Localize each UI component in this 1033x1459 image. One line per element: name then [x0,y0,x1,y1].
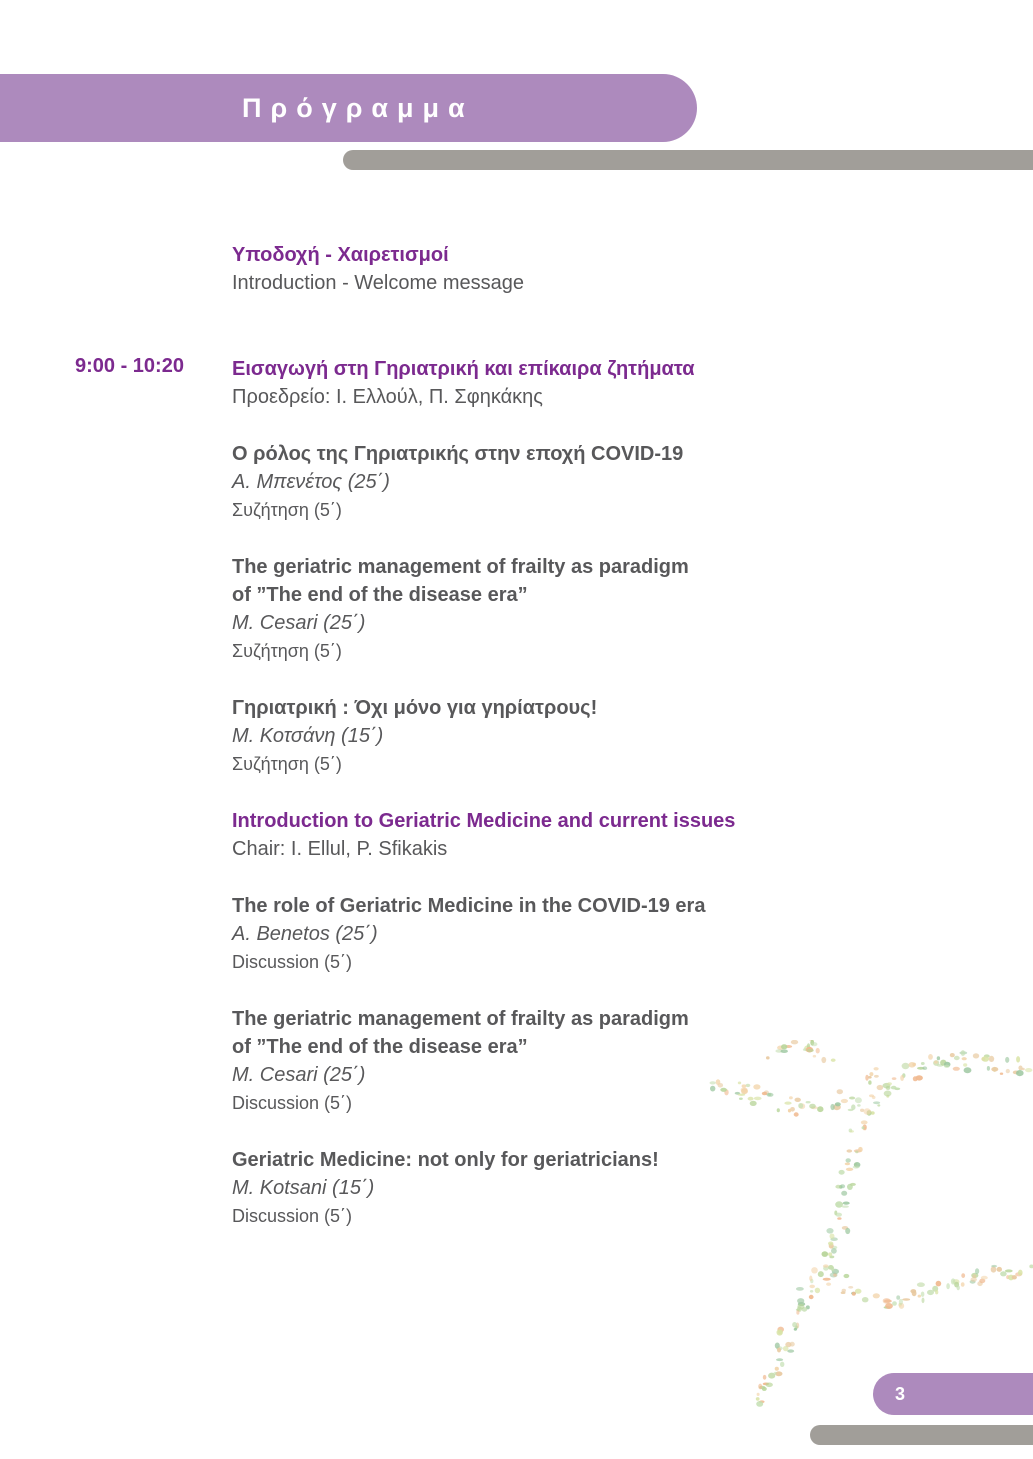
talk-discussion: Discussion (5΄) [232,952,353,972]
figure-leaf-dot [982,1056,989,1062]
figure-leaf-dot [756,1401,763,1407]
figure-leaf-dot [777,1108,780,1112]
figure-leaf-dot [815,1288,820,1294]
session-title-gr: Εισαγωγή στη Γηριατρική και επίκαιρα ζητήματα [232,358,695,380]
figure-leaf-dot [828,1242,833,1246]
figure-leaf-dot [811,1267,818,1273]
talk-speaker: M. Kotsani (15΄) [232,1177,375,1199]
talk-discussion: Discussion (5΄) [232,1093,353,1113]
figure-leaf-dot [961,1273,965,1278]
spacer [232,665,792,694]
figure-leaf-dot [762,1387,767,1391]
figure-leaf-dot [874,1067,879,1070]
footer-divider [810,1425,1033,1445]
header-band [0,74,697,142]
figure-leaf-dot [809,1295,814,1299]
figure-leaf-dot [835,1102,841,1106]
figure-leaf-dot [961,1282,965,1287]
figure-leaf-dot [792,1322,797,1327]
page-title: Πρόγραμμα [242,93,474,123]
figure-leaf-dot [831,1267,834,1271]
figure-leaf-dot [946,1283,950,1289]
figure-leaf-dot [858,1147,863,1152]
figure-leaf-dot [987,1066,990,1071]
figure-leaf-dot [852,1292,856,1296]
figure-leaf-dot [957,1285,960,1290]
figure-leaf-dot [839,1170,845,1175]
figure-leaf-dot [885,1303,893,1309]
talk-en-1 [232,892,792,976]
figure-leaf-dot [902,1063,910,1069]
figure-leaf-dot [750,1101,757,1106]
spacer [232,778,792,807]
figure-leaf-dot [853,1166,860,1169]
figure-leaf-dot [894,1088,900,1091]
figure-leaf-dot [850,1183,856,1186]
figure-leaf-dot [892,1077,897,1080]
figure-leaf-dot [818,1271,824,1277]
figure-leaf-dot [877,1104,880,1106]
figure-leaf-dot [763,1375,767,1380]
session-header-gr [232,355,792,411]
figure-leaf-dot [835,1213,842,1217]
figure-leaf-dot [973,1053,979,1058]
figure-leaf-dot [753,1084,760,1089]
figure-leaf-dot [991,1067,998,1072]
talk-speaker: Μ. Κοτσάνη (15΄) [232,725,384,747]
figure-leaf-dot [962,1057,967,1060]
figure-leaf-dot [917,1282,925,1287]
spacer [232,411,792,440]
talk-title: Ο ρόλος της Γηριατρικής στην εποχή COVID-19 [232,443,684,465]
figure-leaf-dot [864,1108,871,1114]
session-time: 9:00 - 10:20 [75,355,184,377]
figure-leaf-dot [766,1056,770,1059]
figure-leaf-dot [842,1289,846,1292]
figure-leaf-dot [845,1163,850,1166]
figure-leaf-dot [912,1063,916,1067]
figure-leaf-dot [810,1290,813,1293]
talk-discussion: Συζήτηση (5΄) [232,641,342,661]
figure-leaf-dot [953,1067,960,1071]
figure-leaf-dot [848,1286,853,1289]
figure-leaf-dot [874,1075,879,1078]
spacer [232,863,792,892]
figure-leaf-dot [777,1348,781,1353]
figure-leaf-dot [741,1087,748,1092]
figure-leaf-dot [776,1358,783,1361]
figure-leaf-dot [1029,1265,1033,1269]
figure-leaf-dot [883,1298,891,1304]
talk-speaker: M. Cesari (25΄) [232,1064,366,1086]
figure-leaf-dot [950,1053,955,1057]
figure-leaf-dot [784,1102,791,1105]
figure-leaf-dot [1000,1073,1003,1075]
figure-leaf-dot [791,1040,798,1044]
figure-leaf-dot [850,1130,854,1132]
figure-leaf-dot [964,1067,972,1073]
figure-leaf-dot [789,1096,793,1099]
talk-title: Γηριατρική : Όχι μόνο για γηρίατρους! [232,697,598,719]
figure-leaf-dot [777,1329,783,1335]
session-title-en: Introduction to Geriatric Medicine and current issues [232,810,736,832]
figure-leaf-dot [862,1126,865,1129]
figure-leaf-dot [855,1289,862,1294]
talk-gr-2 [232,553,792,665]
figure-leaf-dot [766,1383,773,1388]
figure-leaf-dot [842,1205,849,1207]
figure-leaf-dot [788,1109,791,1113]
figure-leaf-dot [775,1367,779,1371]
figure-leaf-dot [991,1265,997,1267]
figure-leaf-dot [1005,1057,1009,1063]
figure-leaf-dot [862,1297,869,1302]
figure-leaf-dot [877,1085,884,1090]
figure-leaf-dot [900,1075,904,1081]
figure-leaf-dot [975,1268,979,1274]
session-chair-gr: Προεδρείο: Ι. Ελλούλ, Π. Σφηκάκης [232,386,543,408]
figure-leaf-dot [795,1098,801,1102]
figure-leaf-dot [826,1228,833,1234]
figure-leaf-dot [922,1066,927,1070]
leaf-mosaic-figure-icon [700,1040,1033,1415]
figure-leaf-dot [817,1106,823,1112]
figure-leaf-dot [794,1328,797,1331]
figure-leaf-dot [830,1104,834,1110]
figure-leaf-dot [972,1274,976,1278]
figure-leaf-dot [855,1097,862,1103]
figure-leaf-dot [738,1094,746,1096]
page-number-tab [873,1373,1033,1415]
figure-leaf-dot [841,1099,848,1103]
figure-leaf-dot [787,1349,794,1352]
header-divider [343,150,1033,170]
figure-leaf-dot [843,1202,850,1205]
figure-leaf-dot [1006,1069,1010,1073]
figure-leaf-dot [716,1079,721,1085]
figure-leaf-dot [830,1234,835,1239]
figure-leaf-dot [869,1072,873,1076]
spacer [232,297,792,355]
talk-speaker: Α. Μπενέτος (25΄) [232,471,390,493]
figure-leaf-dot [809,1276,812,1282]
page-number: 3 [895,1384,906,1404]
figure-leaf-dot [951,1278,955,1284]
figure-leaf-dot [868,1080,871,1084]
figure-leaf-dot [936,1281,942,1287]
figure-leaf-dot [1025,1068,1032,1072]
figure-leaf-dot [809,1104,816,1109]
figure-leaf-dot [821,1057,826,1063]
talk-discussion: Discussion (5΄) [232,1206,353,1226]
figure-leaf-dot [1018,1270,1023,1276]
figure-leaf-dot [896,1295,900,1299]
figure-leaf-dot [899,1299,903,1305]
figure-leaf-dot [868,1076,872,1079]
talk-title-line-2: of ”The end of the disease era” [232,584,528,606]
session-chair-en: Chair: I. Ellul, P. Sfikakis [232,838,448,860]
figure-leaf-dot [884,1091,892,1097]
figure-leaf-dot [813,1055,816,1058]
figure-leaf-dot [781,1044,787,1049]
figure-leaf-dot [794,1112,799,1116]
figure-leaf-dot [756,1397,760,1401]
figure-leaf-dot [873,1293,880,1298]
figure-leaf-dot [954,1056,960,1060]
figure-leaf-dot [809,1285,815,1289]
figure-leaf-dot [851,1104,855,1110]
figure-leaf-dot [710,1086,715,1092]
figure-leaf-dot [921,1062,925,1065]
figure-leaf-dot [742,1084,747,1087]
figure-leaf-dot [1012,1275,1017,1279]
session-header-en [232,807,792,863]
figure-leaf-dot [937,1056,940,1060]
figure-leaf-dot [796,1310,799,1315]
figure-leaf-dot [841,1191,847,1196]
figure-leaf-dot [720,1088,727,1092]
figure-leaf-dot [961,1050,965,1056]
welcome-title-gr: Υποδοχή - Χαιρετισμοί [232,244,449,266]
talk-title-line-2: of ”The end of the disease era” [232,1036,528,1058]
spacer [232,976,792,1005]
figure-leaf-dot [916,1075,923,1080]
figure-leaf-dot [845,1228,850,1234]
figure-leaf-dot [757,1393,760,1396]
figure-leaf-dot [1000,1271,1007,1276]
figure-leaf-dot [739,1098,743,1100]
figure-leaf-dot [833,1273,837,1276]
figure-leaf-dot [921,1292,925,1297]
figure-leaf-dot [710,1081,716,1084]
figure-leaf-dot [928,1054,933,1060]
talk-gr-1 [232,440,792,524]
figure-leaf-dot [844,1274,850,1278]
figure-leaf-dot [746,1084,751,1087]
spacer [232,524,792,553]
figure-leaf-dot [806,1101,811,1103]
figure-leaf-dot [1016,1070,1024,1076]
figure-leaf-dot [1022,1068,1025,1071]
talk-discussion: Συζήτηση (5΄) [232,754,342,774]
figure-leaf-dot [811,1042,817,1046]
talk-speaker: A. Benetos (25΄) [232,923,378,945]
figure-leaf-dot [912,1291,917,1297]
talk-title: Geriatric Medicine: not only for geriatricians! [232,1149,659,1171]
figure-leaf-dot [758,1384,762,1390]
figure-leaf-dot [944,1065,950,1068]
figure-leaf-dot [835,1185,841,1189]
talk-speaker: M. Cesari (25΄) [232,612,366,634]
figure-leaf-dot [922,1298,925,1304]
figure-leaf-dot [1016,1056,1020,1062]
figure-leaf-dot [796,1287,804,1291]
figure-leaf-dot [892,1301,897,1306]
figure-leaf-dot [873,1101,880,1104]
figure-leaf-dot [1005,1269,1013,1272]
figure-leaf-dot [902,1298,910,1301]
figure-leaf-dot [849,1097,855,1100]
figure-leaf-dot [807,1049,814,1052]
talk-title: The geriatric management of frailty as paradigm [232,1008,689,1030]
figure-leaf-dot [861,1120,868,1124]
figure-leaf-dot [997,1267,1002,1272]
figure-leaf-dot [847,1149,853,1152]
figure-leaf-dot [762,1092,767,1095]
figure-leaf-dot [823,1278,831,1281]
talk-discussion: Συζήτηση (5΄) [232,500,342,520]
figure-leaf-dot [828,1252,832,1256]
figure-leaf-dot [934,1061,938,1064]
figure-leaf-dot [935,1290,938,1294]
figure-leaf-dot [748,1097,754,1101]
figure-leaf-dot [918,1295,921,1298]
figure-leaf-dot [887,1082,892,1085]
figure-leaf-dot [798,1103,803,1108]
talk-gr-3 [232,694,792,778]
figure-leaf-dot [831,1059,836,1062]
figure-leaf-dot [797,1298,804,1304]
figure-leaf-dot [774,1372,777,1375]
figure-leaf-dot [823,1264,829,1267]
figure-leaf-dot [831,1248,837,1254]
figure-leaf-dot [855,1151,858,1154]
figure-leaf-dot [816,1048,820,1054]
figure-leaf-dot [846,1168,853,1171]
figure-leaf-dot [826,1283,831,1286]
talk-title: The geriatric management of frailty as paradigm [232,556,689,578]
welcome-title-en: Introduction - Welcome message [232,272,524,294]
figure-leaf-dot [783,1346,789,1351]
figure-leaf-dot [981,1276,988,1280]
figure-leaf-dot [837,1217,841,1220]
figure-leaf-dot [754,1097,762,1101]
figure-leaf-dot [989,1056,994,1062]
figure-leaf-dot [991,1266,997,1272]
figure-leaf-dot [767,1093,774,1097]
figure-leaf-dot [963,1063,967,1066]
figure-leaf-dot [846,1158,851,1162]
figure-leaf-dot [781,1049,788,1053]
talk-title: The role of Geriatric Medicine in the COVID-19 era [232,895,706,917]
figure-leaf-dot [872,1096,876,1099]
figure-leaf-dot [738,1082,741,1085]
figure-leaf-dot [780,1362,784,1367]
figure-leaf-dot [857,1104,861,1107]
figure-leaf-dot [822,1251,829,1257]
figure-leaf-dot [837,1089,843,1094]
welcome-block [232,241,792,297]
